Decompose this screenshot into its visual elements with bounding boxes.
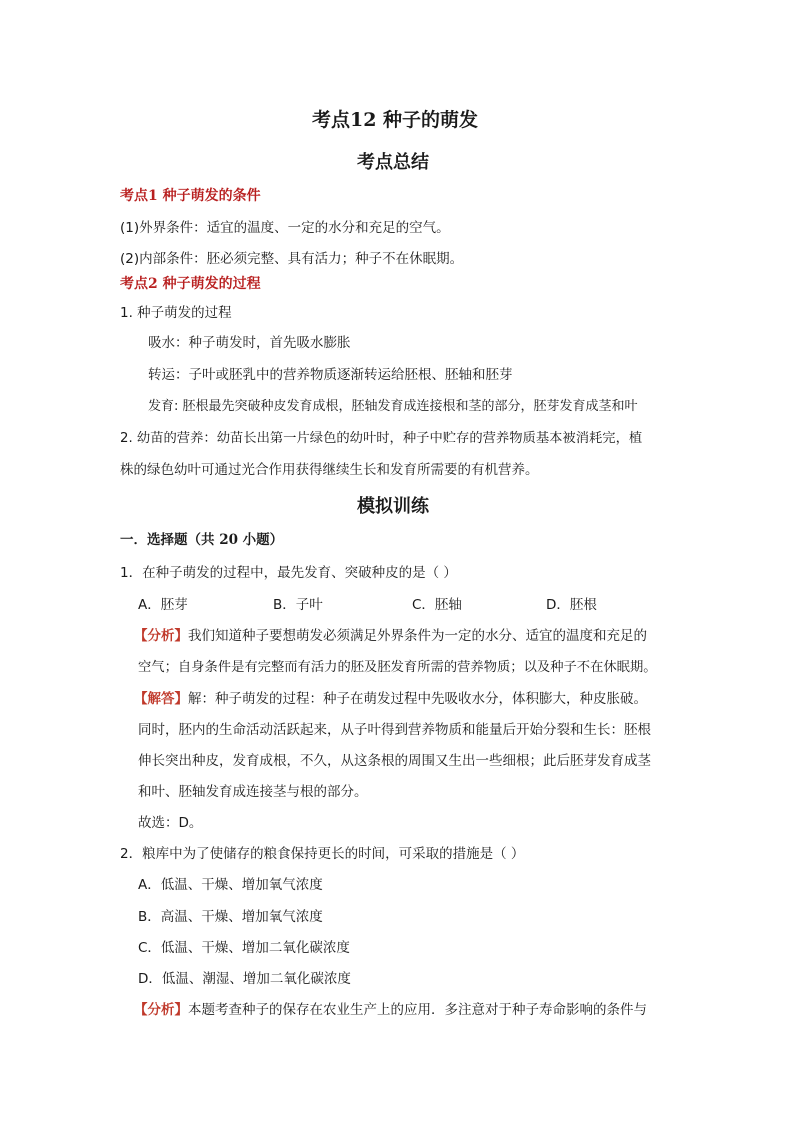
kp2-heading: 考点2 种子萌发的过程 [120, 276, 261, 292]
q1-option-b: B．子叶 [273, 597, 323, 613]
analysis-tag: 【分析】 [134, 1002, 188, 1018]
page-title: 考点12 种子的萌发 [312, 109, 479, 131]
answer-tag: 【解答】 [134, 691, 188, 707]
kp1-heading: 考点1 种子萌发的条件 [120, 188, 261, 204]
q1-analysis-line-2: 空气；自身条件是有完整而有活力的胚及胚发育所需的营养物质；以及种子不在休眠期。 [138, 660, 657, 675]
q2-option-d: D．低温、潮湿、增加二氧化碳浓度 [138, 971, 351, 987]
q2-option-b: B．高温、干燥、增加氧气浓度 [138, 909, 323, 925]
q2-option-c: C．低温、干燥、增加二氧化碳浓度 [138, 940, 350, 956]
analysis-tag: 【分析】 [134, 628, 188, 644]
q1-answer-line-2: 同时，胚内的生命活动活跃起来，从子叶得到营养物质和能量后开始分裂和生长：胚根 [138, 722, 651, 738]
kp2-transport: 转运：子叶或胚乳中的营养物质逐渐转运给胚根、胚轴和胚芽 [148, 367, 513, 383]
kp1-line-1: (1)外界条件：适宜的温度、一定的水分和充足的空气。 [120, 220, 450, 236]
q2-option-a: A．低温、干燥、增加氧气浓度 [138, 877, 323, 893]
q1-option-a: A．胚芽 [138, 597, 188, 613]
section-header: 一．选择题（共 20 小题） [120, 532, 284, 548]
q1-choice: 故选：D。 [138, 815, 203, 831]
summary-heading: 考点总结 [357, 152, 429, 173]
q1-answer-line-1: 【解答】解：种子萌发的过程：种子在萌发过程中先吸收水分，体积膨大，种皮胀破。 [134, 691, 647, 707]
kp2-item-2-line-1: 2. 幼苗的营养：幼苗长出第一片绿色的幼叶时，种子中贮存的营养物质基本被消耗完，植 [120, 431, 643, 446]
kp2-develop: 发育: 胚根最先突破种皮发育成根，胚轴发育成连接根和茎的部分，胚芽发育成茎和叶 [148, 399, 638, 414]
kp2-absorb: 吸水：种子萌发时，首先吸水膨胀 [148, 335, 351, 351]
kp2-item-1-title: 1. 种子萌发的过程 [120, 305, 232, 321]
q1-analysis-line-1: 【分析】我们知道种子要想萌发必须满足外界条件为一定的水分、适宜的温度和充足的 [134, 628, 647, 644]
practice-heading: 模拟训练 [357, 496, 429, 517]
kp1-line-2: (2)内部条件：胚必须完整、具有活力；种子不在休眠期。 [120, 251, 464, 267]
q2-stem: 2．粮库中为了使储存的粮食保持更长的时间，可采取的措施是（ ） [120, 846, 525, 862]
q1-option-c: C．胚轴 [412, 597, 462, 613]
q1-answer-line-4: 和叶、胚轴发育成连接茎与根的部分。 [138, 784, 368, 800]
q1-answer-line-3: 伸长突出种皮，发育成根，不久，从这条根的周围又生出一些细根；此后胚芽发育成茎 [138, 753, 651, 769]
q1-option-d: D．胚根 [546, 597, 597, 613]
q1-stem: 1．在种子萌发的过程中，最先发育、突破种皮的是（ ） [120, 565, 457, 581]
q2-analysis-line-1: 【分析】本题考查种子的保存在农业生产上的应用．多注意对于种子寿命影响的条件与 [134, 1002, 647, 1018]
kp2-item-2-line-2: 株的绿色幼叶可通过光合作用获得继续生长和发育所需要的有机营养。 [120, 462, 539, 478]
